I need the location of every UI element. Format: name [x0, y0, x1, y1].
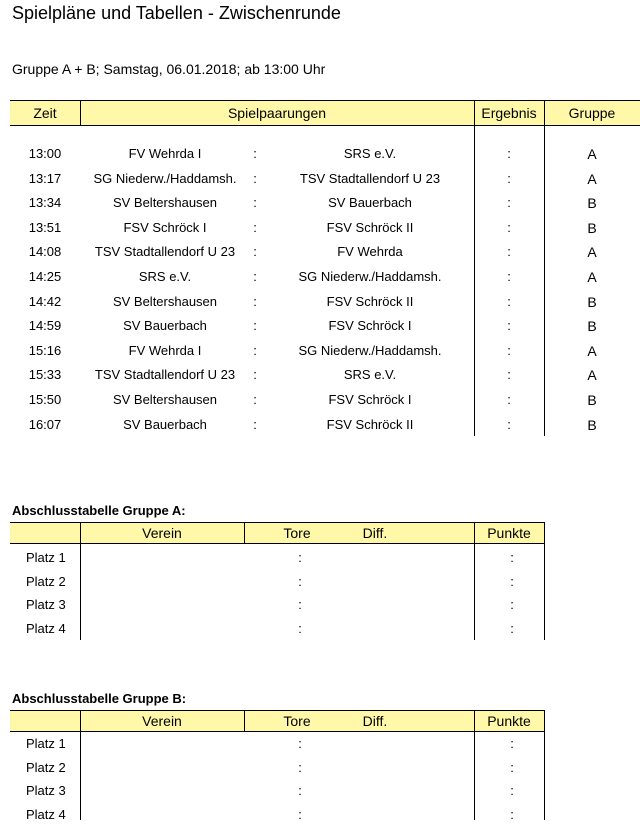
pairing-separator: :	[245, 388, 265, 413]
header-group: Gruppe	[544, 101, 640, 125]
match-row	[0, 265, 640, 290]
match-result: :	[474, 388, 544, 413]
goals-value: :	[290, 732, 310, 756]
match-result: :	[474, 265, 544, 290]
match-group: B	[544, 413, 640, 438]
home-team: TSV Stadtallendorf U 23	[80, 363, 250, 388]
home-team: SRS e.V.	[80, 265, 250, 290]
pairing-separator: :	[245, 240, 265, 265]
home-team: SV Beltershausen	[80, 191, 250, 216]
final-table-b-body	[0, 732, 640, 826]
column-divider	[244, 522, 245, 544]
final-table-a-body	[0, 546, 640, 640]
match-result: :	[474, 191, 544, 216]
match-row	[0, 142, 640, 167]
match-time: 16:07	[10, 413, 80, 438]
header-pairings: Spielpaarungen	[80, 101, 474, 125]
place-label: Platz 2	[12, 756, 80, 780]
home-team: TSV Stadtallendorf U 23	[80, 240, 250, 265]
match-result: :	[474, 363, 544, 388]
pairing-separator: :	[245, 363, 265, 388]
match-group: A	[544, 339, 640, 364]
final-table-b-header	[10, 710, 545, 732]
standing-row	[0, 593, 640, 617]
pairing-separator: :	[245, 314, 265, 339]
away-team: FSV Schröck II	[270, 413, 470, 438]
away-team: TSV Stadtallendorf U 23	[270, 167, 470, 192]
home-team: FV Wehrda I	[80, 142, 250, 167]
header-club: Verein	[80, 523, 244, 543]
match-group: B	[544, 216, 640, 241]
place-label: Platz 1	[12, 732, 80, 756]
standing-row	[0, 570, 640, 594]
place-label: Platz 1	[12, 546, 80, 570]
goals-value: :	[290, 803, 310, 826]
match-row	[0, 191, 640, 216]
match-time: 13:17	[10, 167, 80, 192]
match-time: 14:08	[10, 240, 80, 265]
standing-row	[0, 803, 640, 826]
column-divider	[80, 100, 81, 126]
header-points: Punkte	[474, 523, 544, 543]
home-team: SV Beltershausen	[80, 290, 250, 315]
match-group: A	[544, 167, 640, 192]
match-time: 15:50	[10, 388, 80, 413]
match-result: :	[474, 142, 544, 167]
away-team: SRS e.V.	[270, 363, 470, 388]
goals-value: :	[290, 617, 310, 641]
points-value: :	[502, 756, 522, 780]
pairing-separator: :	[245, 191, 265, 216]
match-group: B	[544, 290, 640, 315]
match-result: :	[474, 413, 544, 438]
pairing-separator: :	[245, 413, 265, 438]
pairing-separator: :	[245, 216, 265, 241]
match-result: :	[474, 339, 544, 364]
pairing-separator: :	[245, 339, 265, 364]
points-value: :	[502, 617, 522, 641]
standing-row	[0, 779, 640, 803]
match-group: B	[544, 314, 640, 339]
home-team: FSV Schröck I	[80, 216, 250, 241]
pairing-separator: :	[245, 167, 265, 192]
header-diff: Diff.	[350, 711, 400, 731]
place-label: Platz 2	[12, 570, 80, 594]
match-time: 13:34	[10, 191, 80, 216]
match-group: B	[544, 191, 640, 216]
place-label: Platz 3	[12, 779, 80, 803]
points-value: :	[502, 593, 522, 617]
goals-value: :	[290, 593, 310, 617]
away-team: FSV Schröck I	[270, 314, 470, 339]
page-title: Spielpläne und Tabellen - Zwischenrunde	[12, 3, 341, 24]
match-row	[0, 314, 640, 339]
home-team: SG Niederw./Haddamsh.	[80, 167, 250, 192]
match-time: 15:33	[10, 363, 80, 388]
match-row	[0, 363, 640, 388]
match-group: A	[544, 142, 640, 167]
pairing-separator: :	[245, 290, 265, 315]
standing-row	[0, 732, 640, 756]
points-value: :	[502, 732, 522, 756]
match-row	[0, 388, 640, 413]
away-team: SV Bauerbach	[270, 191, 470, 216]
schedule-header	[10, 100, 640, 126]
place-label: Platz 3	[12, 593, 80, 617]
home-team: FV Wehrda I	[80, 339, 250, 364]
goals-value: :	[290, 779, 310, 803]
away-team: SG Niederw./Haddamsh.	[270, 265, 470, 290]
header-result: Ergebnis	[474, 101, 544, 125]
match-result: :	[474, 167, 544, 192]
away-team: FSV Schröck II	[270, 216, 470, 241]
away-team: SRS e.V.	[270, 142, 470, 167]
goals-value: :	[290, 546, 310, 570]
match-time: 14:25	[10, 265, 80, 290]
match-time: 14:59	[10, 314, 80, 339]
header-goals: Tore	[272, 523, 322, 543]
header-goals: Tore	[272, 711, 322, 731]
match-row	[0, 216, 640, 241]
match-row	[0, 413, 640, 438]
points-value: :	[502, 803, 522, 826]
schedule-body	[0, 142, 640, 438]
header-points: Punkte	[474, 711, 544, 731]
match-group: B	[544, 388, 640, 413]
match-time: 14:42	[10, 290, 80, 315]
match-group: A	[544, 240, 640, 265]
home-team: SV Beltershausen	[80, 388, 250, 413]
final-table-a-header	[10, 522, 545, 544]
goals-value: :	[290, 570, 310, 594]
match-group: A	[544, 265, 640, 290]
header-diff: Diff.	[350, 523, 400, 543]
away-team: FSV Schröck II	[270, 290, 470, 315]
standing-row	[0, 756, 640, 780]
match-row	[0, 240, 640, 265]
header-time: Zeit	[10, 101, 80, 125]
match-time: 15:16	[10, 339, 80, 364]
place-label: Platz 4	[12, 803, 80, 826]
away-team: FSV Schröck I	[270, 388, 470, 413]
match-row	[0, 290, 640, 315]
match-result: :	[474, 240, 544, 265]
match-result: :	[474, 314, 544, 339]
away-team: SG Niederw./Haddamsh.	[270, 339, 470, 364]
column-divider	[244, 710, 245, 732]
pairing-separator: :	[245, 142, 265, 167]
match-result: :	[474, 216, 544, 241]
final-table-a-title: Abschlusstabelle Gruppe A:	[12, 503, 186, 518]
standing-row	[0, 546, 640, 570]
match-row	[0, 167, 640, 192]
home-team: SV Bauerbach	[80, 413, 250, 438]
points-value: :	[502, 546, 522, 570]
match-group: A	[544, 363, 640, 388]
pairing-separator: :	[245, 265, 265, 290]
points-value: :	[502, 779, 522, 803]
match-result: :	[474, 290, 544, 315]
away-team: FV Wehrda	[270, 240, 470, 265]
points-value: :	[502, 570, 522, 594]
home-team: SV Bauerbach	[80, 314, 250, 339]
match-row	[0, 339, 640, 364]
header-club: Verein	[80, 711, 244, 731]
match-time: 13:51	[10, 216, 80, 241]
place-label: Platz 4	[12, 617, 80, 641]
goals-value: :	[290, 756, 310, 780]
final-table-b-title: Abschlusstabelle Gruppe B:	[12, 691, 186, 706]
match-time: 13:00	[10, 142, 80, 167]
event-subtitle: Gruppe A + B; Samstag, 06.01.2018; ab 13:00 Uhr	[12, 61, 325, 77]
standing-row	[0, 617, 640, 641]
